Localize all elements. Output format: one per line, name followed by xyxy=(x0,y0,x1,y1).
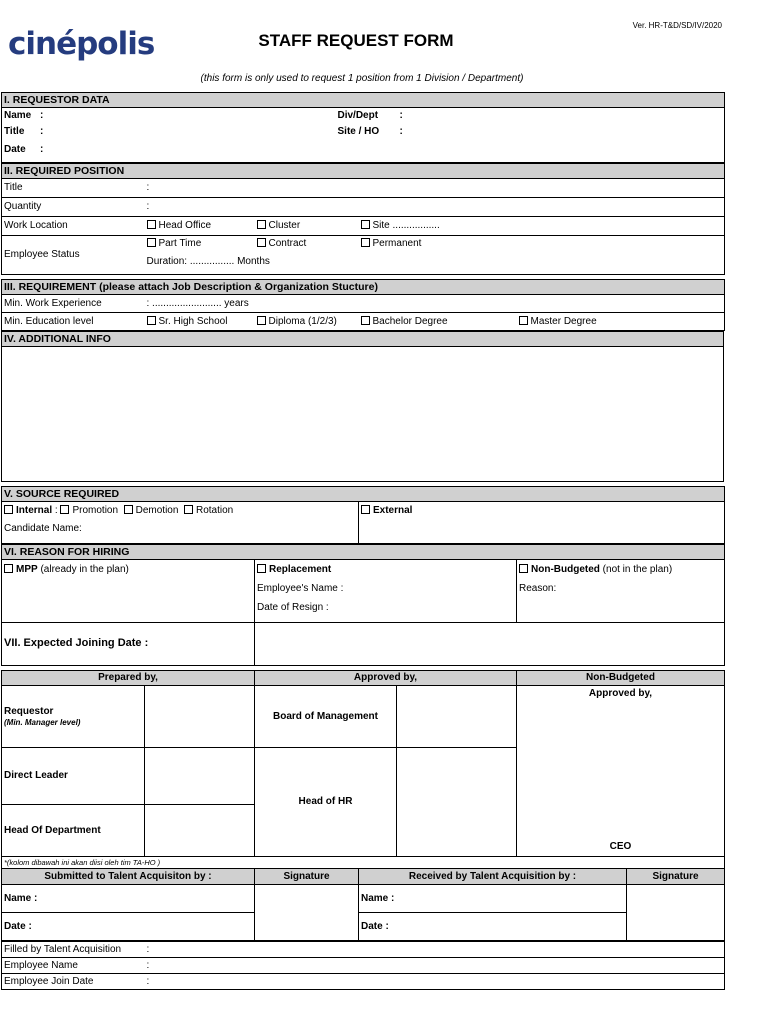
checkbox[interactable] xyxy=(361,220,370,229)
cinepolis-logo: cinépolis xyxy=(8,26,155,62)
section-reason xyxy=(1,544,725,666)
head-dept-label: Head Of Department xyxy=(2,805,145,857)
section-talent-acquisition xyxy=(1,868,725,941)
checkbox[interactable] xyxy=(147,220,156,229)
section-filled-by xyxy=(1,941,725,990)
non-budgeted-heading: Non-Budgeted xyxy=(517,671,725,686)
colon: : xyxy=(40,126,44,137)
permanent-option[interactable]: Permanent xyxy=(361,238,422,249)
submitted-date-field[interactable]: Date : xyxy=(2,913,255,941)
direct-leader-label: Direct Leader xyxy=(2,748,145,805)
section-requirement xyxy=(1,279,725,331)
ta-note: *(kolom dibawah ini akan diisi oleh tim TA-HO ) xyxy=(2,857,725,869)
reason-label: Reason: xyxy=(519,583,557,594)
ceo-label: CEO xyxy=(609,841,632,852)
checkbox[interactable] xyxy=(361,316,370,325)
filled-by-label: Filled by Talent Acquisition xyxy=(2,942,145,958)
checkbox[interactable] xyxy=(257,220,266,229)
checkbox[interactable] xyxy=(4,505,13,514)
section-source: V. SOURCE REQUIRED Internal : Promotion Demotion Rotation Candidate Name: External xyxy=(1,486,725,544)
signature-heading: Signature xyxy=(255,869,359,885)
section-heading: II. REQUIRED POSITION xyxy=(2,164,725,179)
part-time-option[interactable]: Part Time xyxy=(147,238,257,250)
demotion-option[interactable]: Demotion xyxy=(124,505,179,516)
cluster-option[interactable]: Cluster xyxy=(255,217,359,236)
submitted-name-field[interactable]: Name : xyxy=(2,885,255,913)
colon: : xyxy=(40,144,44,155)
div-dept-label: Div/Dept xyxy=(337,110,379,121)
head-hr-signature[interactable] xyxy=(397,748,517,857)
section-heading: III. REQUIREMENT (please attach Job Description & Organization Stucture) xyxy=(2,280,725,295)
version-label: Ver. HR-T&D/SD/IV/2020 xyxy=(632,21,722,30)
head-dept-signature[interactable] xyxy=(145,805,255,857)
high-school-option[interactable]: Sr. High School xyxy=(145,313,255,331)
duration-field[interactable]: Duration: ................ Months xyxy=(146,256,270,267)
checkbox[interactable] xyxy=(184,505,193,514)
checkbox[interactable] xyxy=(519,564,528,573)
submitted-signature[interactable] xyxy=(255,885,359,941)
checkbox[interactable] xyxy=(124,505,133,514)
checkbox[interactable] xyxy=(257,316,266,325)
approved-by-heading: Approved by, xyxy=(255,671,517,686)
name-label: Name xyxy=(4,110,32,121)
mpp-option[interactable]: MPP (already in the plan) xyxy=(2,560,255,623)
colon: : xyxy=(40,110,44,121)
colon: : xyxy=(145,179,725,198)
expected-joining-label: VII. Expected Joining Date : xyxy=(2,623,255,666)
employee-join-label: Employee Join Date xyxy=(2,974,145,990)
prepared-by-heading: Prepared by, xyxy=(2,671,255,686)
section-required-position xyxy=(1,163,725,275)
checkbox[interactable] xyxy=(147,238,156,247)
employee-name-field[interactable]: : xyxy=(145,958,725,974)
section-heading: I. REQUESTOR DATA xyxy=(2,93,725,108)
requestor-note: (Min. Manager level) xyxy=(4,717,81,727)
head-office-option[interactable]: Head Office xyxy=(145,217,255,236)
direct-leader-signature[interactable] xyxy=(145,748,255,805)
contract-option[interactable]: Contract xyxy=(257,238,361,250)
date-label: Date xyxy=(4,144,26,155)
received-name-field[interactable]: Name : xyxy=(359,885,627,913)
signature-heading-2: Signature xyxy=(627,869,725,885)
board-signature[interactable] xyxy=(397,686,517,748)
requestor-signature[interactable] xyxy=(145,686,255,748)
received-heading: Received by Talent Acquisition by : xyxy=(359,869,627,885)
section-approval xyxy=(1,670,725,868)
bachelor-option[interactable]: Bachelor Degree xyxy=(359,313,517,331)
nb-approved-by: Approved by, xyxy=(588,688,653,699)
checkbox[interactable] xyxy=(361,505,370,514)
section-heading: V. SOURCE REQUIRED xyxy=(2,487,725,502)
section-heading: IV. ADDITIONAL INFO xyxy=(2,332,724,347)
checkbox[interactable] xyxy=(4,564,13,573)
employee-name-label: Employee's Name : xyxy=(257,583,344,594)
position-title-label: Title xyxy=(2,179,145,198)
site-option[interactable]: Site ................. xyxy=(359,217,725,236)
internal-option[interactable]: Internal xyxy=(4,505,52,516)
date-resign-label: Date of Resign : xyxy=(257,602,329,613)
staff-request-form xyxy=(1,92,724,990)
board-label: Board of Management xyxy=(255,686,397,748)
candidate-name-label: Candidate Name: xyxy=(4,523,82,534)
work-location-label: Work Location xyxy=(2,217,145,236)
colon: : xyxy=(399,110,403,121)
promotion-option[interactable]: Promotion xyxy=(60,505,118,516)
checkbox[interactable] xyxy=(257,238,266,247)
site-ho-label: Site / HO xyxy=(337,126,380,137)
quantity-label: Quantity xyxy=(2,198,145,217)
filled-by-field[interactable]: : xyxy=(145,942,725,958)
external-option[interactable]: External xyxy=(359,502,725,544)
replacement-option[interactable]: Replacement xyxy=(257,564,514,583)
rotation-option[interactable]: Rotation xyxy=(184,505,233,516)
employee-name-label: Employee Name xyxy=(2,958,145,974)
received-signature[interactable] xyxy=(627,885,725,941)
checkbox[interactable] xyxy=(60,505,69,514)
colon: : xyxy=(145,198,725,217)
checkbox[interactable] xyxy=(147,316,156,325)
received-date-field[interactable]: Date : xyxy=(359,913,627,941)
diploma-option[interactable]: Diploma (1/2/3) xyxy=(255,313,359,331)
min-work-label: Min. Work Experience xyxy=(2,295,145,313)
section-requestor xyxy=(1,92,725,163)
master-option[interactable]: Master Degree xyxy=(517,313,725,331)
checkbox[interactable] xyxy=(257,564,266,573)
form-title: STAFF REQUEST FORM xyxy=(258,31,454,50)
requestor-label: Requestor xyxy=(4,705,54,717)
colon: : xyxy=(399,126,403,137)
expected-joining-field[interactable] xyxy=(255,623,725,666)
submitted-heading: Submitted to Talent Acquisiton by : xyxy=(2,869,255,885)
employee-status-label: Employee Status xyxy=(2,236,145,275)
years-field[interactable]: : ......................... years xyxy=(145,295,725,313)
checkbox[interactable] xyxy=(361,238,370,247)
section-heading: VI. REASON FOR HIRING xyxy=(2,545,725,560)
non-budgeted-option[interactable]: Non-Budgeted (not in the plan) xyxy=(519,564,722,583)
title-label: Title xyxy=(4,126,25,137)
employee-join-field[interactable]: : xyxy=(145,974,725,990)
min-edu-label: Min. Education level xyxy=(2,313,145,331)
section-additional-info xyxy=(1,331,724,482)
additional-info-field[interactable] xyxy=(2,347,724,482)
form-subtitle: (this form is only used to request 1 position from 1 Division / Department) xyxy=(200,73,524,84)
head-hr-label: Head of HR xyxy=(255,748,397,857)
checkbox[interactable] xyxy=(519,316,528,325)
